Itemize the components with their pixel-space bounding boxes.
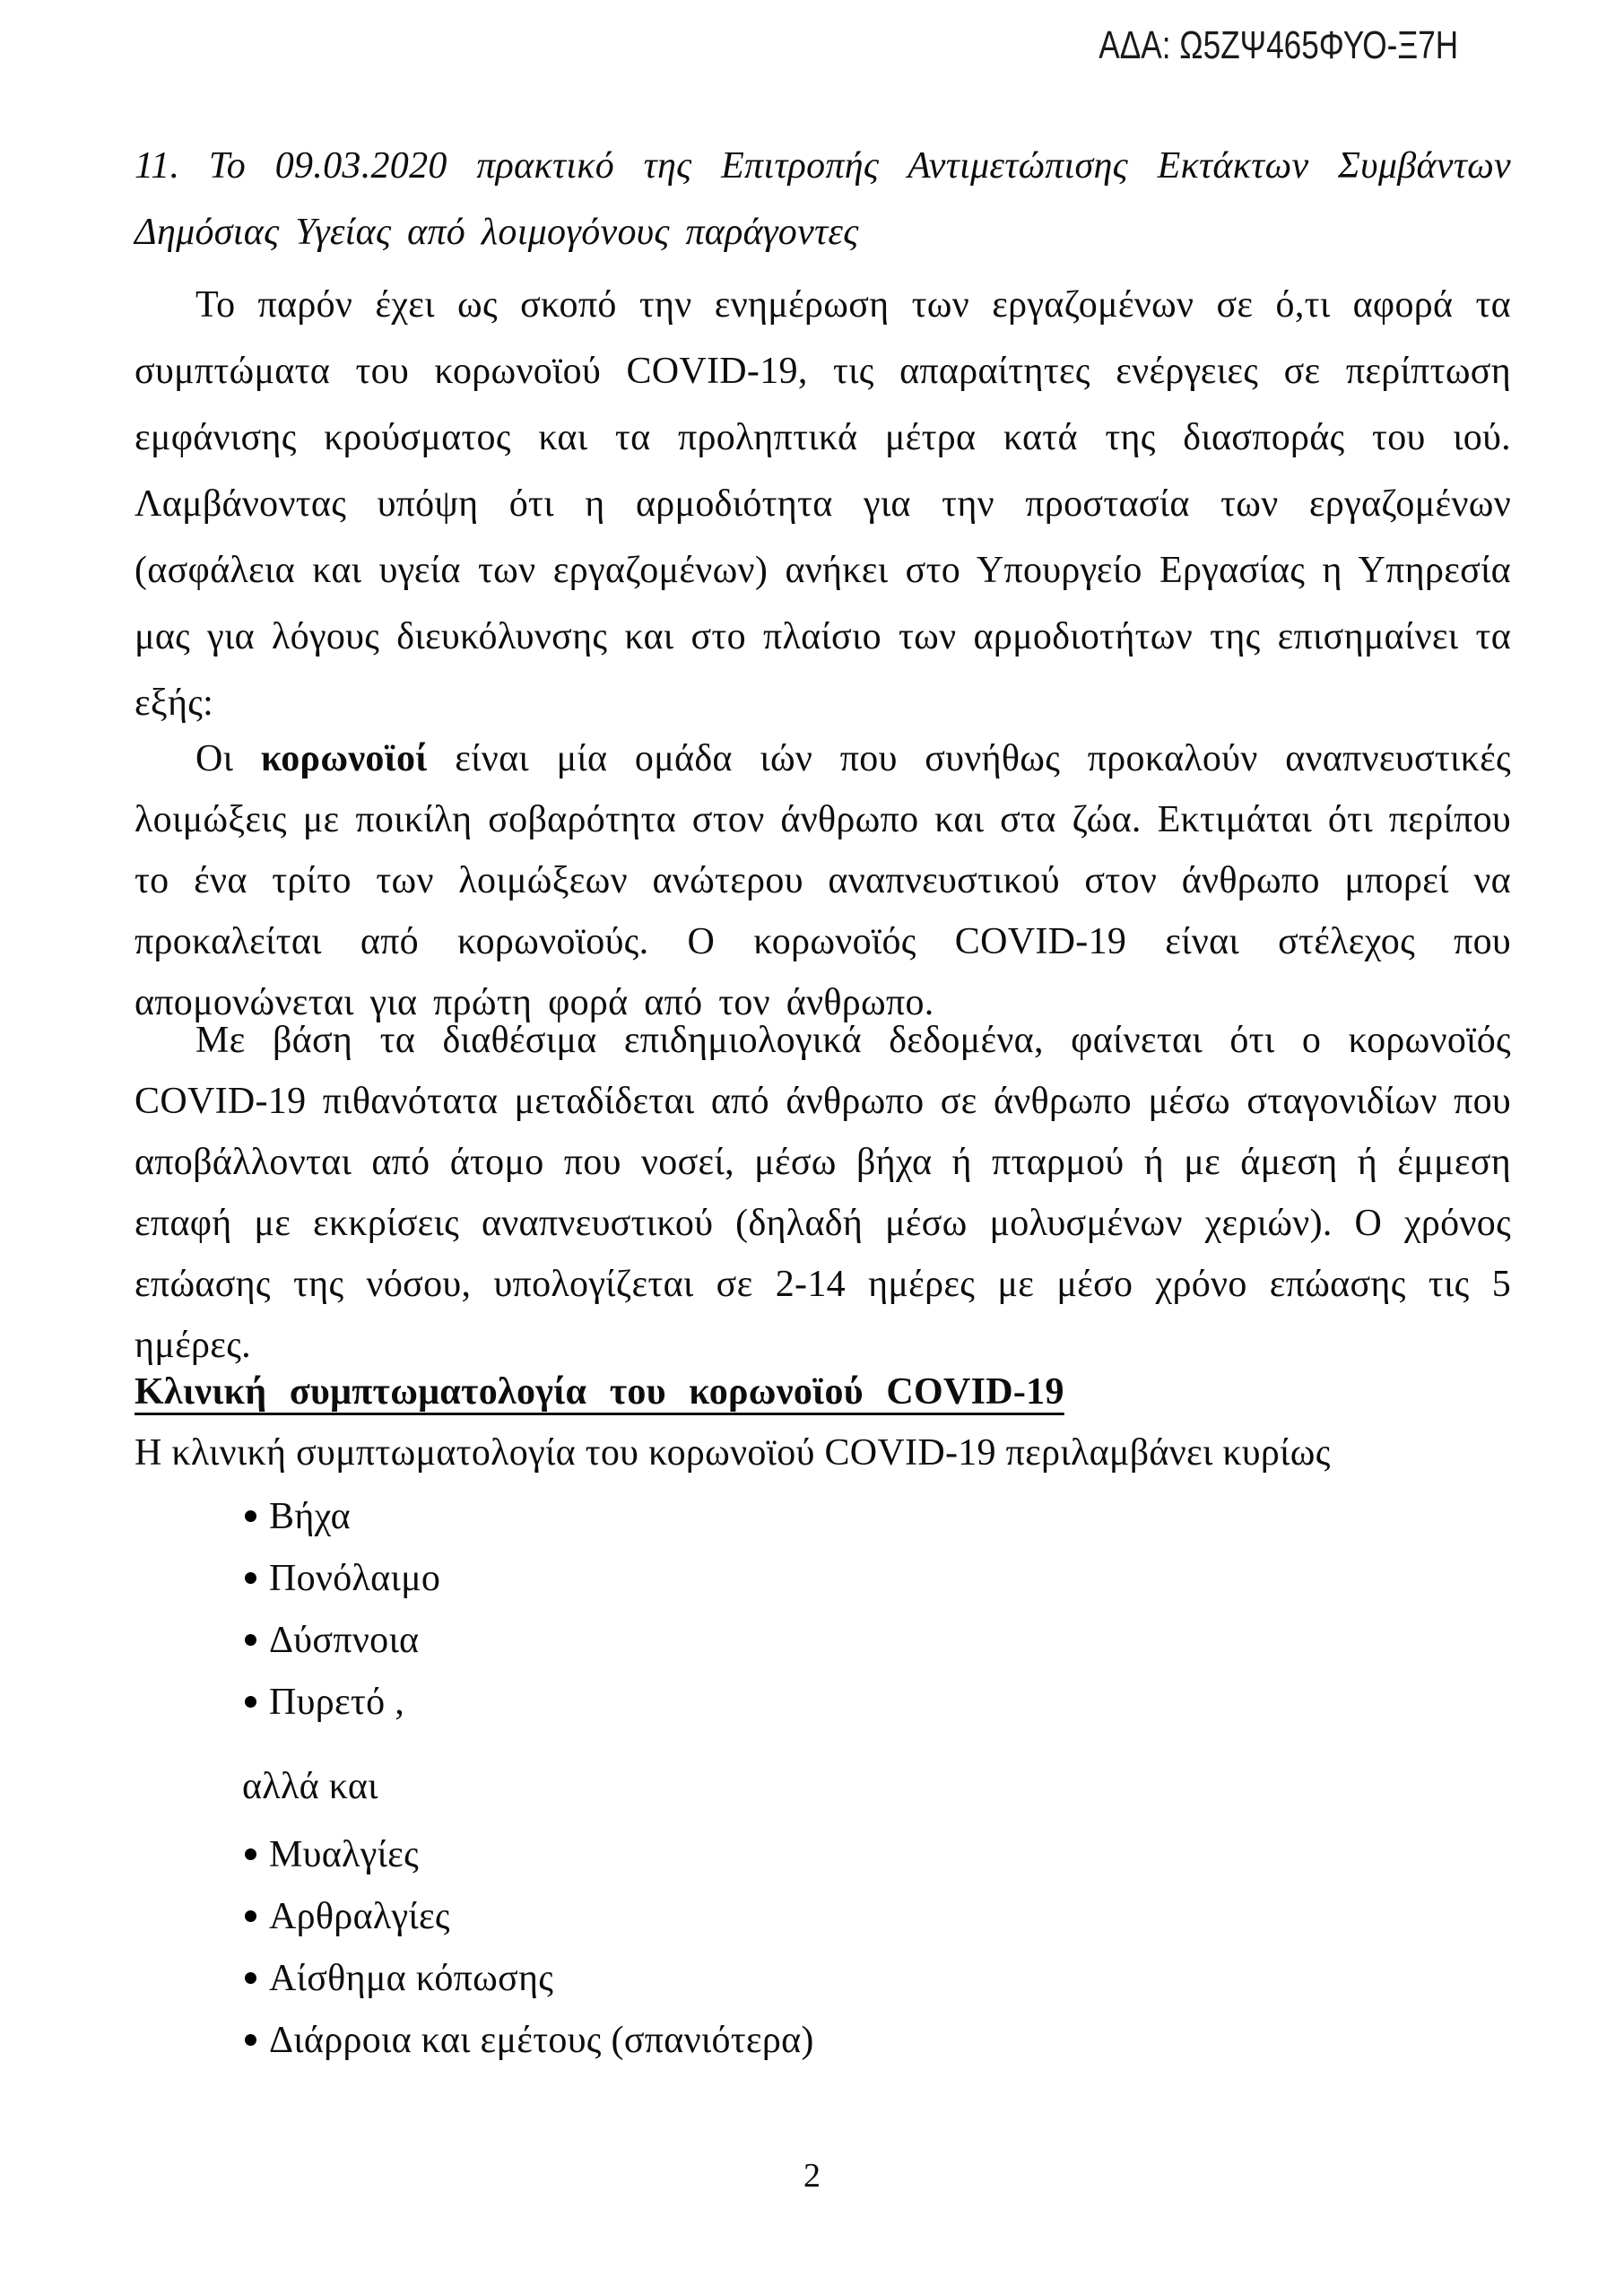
list-item xyxy=(245,1896,1511,1937)
list-item xyxy=(245,1682,1511,1723)
symptom-label: Δύσπνοια xyxy=(269,1620,420,1661)
bullet-icon xyxy=(245,1510,256,1522)
document-content xyxy=(135,0,1511,2296)
coronavirus-term-bold: κορωνοϊοί xyxy=(260,738,428,779)
bullet-icon xyxy=(245,1572,256,1584)
symptom-label: Πυρετό , xyxy=(269,1682,404,1723)
bullet-icon xyxy=(245,1972,256,1984)
bullet-icon xyxy=(245,2034,256,2046)
purpose-paragraph: Το παρόν έχει ως σκοπό την ενημέρωση των εργαζομένων σε ό,τι αφορά τα συμπτώματα του κορωνοϊού COVID-19, τις απαραίτητες ενέργειες σε περίπτωση εμφάνισης κρούσματος και τα προληπτικά μέτρα κατά της διασποράς του ιού. Λαμβάνοντας υπόψη ότι η αρμοδιότητα για την προστασία των εργαζομένων (ασφάλεια και υγεία των εργαζομένων) ανήκει στο Υπουργείο Εργασίας η Υπηρεσία μας για λόγους διευκόλυνσης και στο πλαίσιο των αρμοδιοτήτων της επισημαίνει τα εξής: xyxy=(135,284,1511,724)
list-item xyxy=(245,1558,1511,1599)
symptom-label: Αρθραλγίες xyxy=(269,1896,450,1937)
symptom-label: Αίσθημα κόπωσης xyxy=(269,1958,554,1999)
clinical-symptoms-title: Κλινική συμπτωματολογία του κορωνοϊού COVID-19 xyxy=(135,1371,1064,1413)
symptom-label: Βήχα xyxy=(269,1496,351,1537)
page-number: 2 xyxy=(803,2157,821,2195)
bullet-icon xyxy=(245,1910,256,1922)
item-11-heading: 11. Το 09.03.2020 πρακτικό της Επιτροπής Αντιμετώπισης Εκτάκτων Συμβάντων Δημόσιας Υγείας από λοιμογόνους παράγοντες xyxy=(135,145,1511,253)
symptom-label: Μυαλγίες xyxy=(269,1834,420,1875)
symptom-label: Πονόλαιμο xyxy=(269,1558,441,1599)
paragraph-text: Οι xyxy=(195,738,261,779)
clinical-symptoms-intro: Η κλινική συμπτωματολογία του κορωνοϊού COVID-19 περιλαμβάνει κυρίως xyxy=(135,1432,1331,1474)
secondary-symptoms-list xyxy=(245,1834,1511,2082)
bullet-icon xyxy=(245,1634,256,1646)
ada-code: ΑΔΑ: Ω5ΖΨ465ΦΥΟ-Ξ7Η xyxy=(1099,23,1458,67)
main-symptoms-list xyxy=(245,1496,1511,1744)
list-item xyxy=(245,2020,1511,2061)
list-item xyxy=(245,1958,1511,1999)
bullet-icon xyxy=(245,1696,256,1708)
list-item xyxy=(245,1496,1511,1537)
symptom-label: Διάρροια και εμέτους (σπανιότερα) xyxy=(269,2020,814,2061)
bullet-icon xyxy=(245,1848,256,1860)
coronavirus-definition-paragraph xyxy=(135,728,1511,1033)
list-item xyxy=(245,1834,1511,1875)
paragraph-text: είναι μία ομάδα ιών που συνήθως προκαλούν αναπνευστικές λοιμώξεις με ποικίλη σοβαρότητα στον άνθρωπο και στα ζώα. Εκτιμάται ότι περίπου το ένα τρίτο των λοιμώξεων ανώτερου αναπνευστικού στον άνθρωπο μπορεί να προκαλείται από κορωνοϊούς. Ο κορωνοϊός COVID-19 είναι στέλεχος που απομονώνεται για πρώτη φορά από τον άνθρωπο. xyxy=(135,738,1511,1023)
list-item xyxy=(245,1620,1511,1661)
transmission-paragraph: Με βάση τα διαθέσιμα επιδημιολογικά δεδομένα, φαίνεται ότι ο κορωνοϊός COVID-19 πιθανότατα μεταδίδεται από άνθρωπο σε άνθρωπο μέσω σταγονιδίων που αποβάλλονται από άτομο που νοσεί, μέσω βήχα ή πταρμού ή με άμεση ή έμμεση επαφή με εκκρίσεις αναπνευστικού (δηλαδή μέσω μολυσμένων χεριών). Ο χρόνος επώασης της νόσου, υπολογίζεται σε 2-14 ημέρες με μέσο χρόνο επώασης τις 5 ημέρες. xyxy=(135,1020,1511,1366)
but-also-connector: αλλά και xyxy=(242,1766,378,1807)
